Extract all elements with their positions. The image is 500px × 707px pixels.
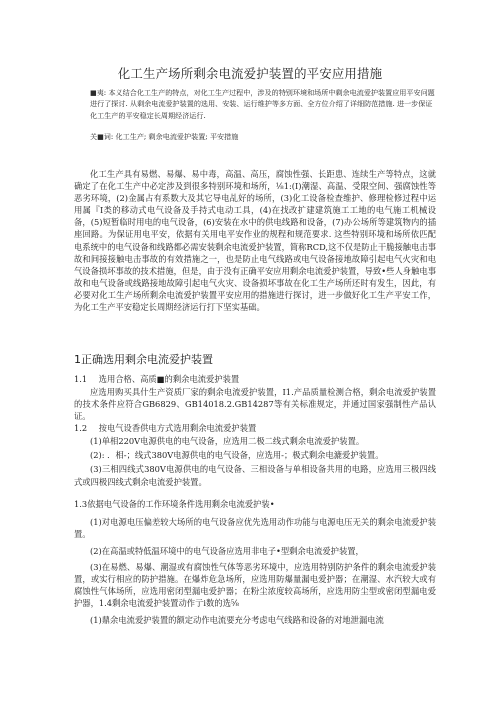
list-item: (2): ．相-；线式380V电源供电的电气设备，应选用-；极式剩余电漉爱护装置。 — [90, 450, 384, 461]
list-item: (2)在高温或特低温环境中的电气设备应选用非电子•型剩余电流爱护装置， — [90, 545, 364, 556]
intro-paragraph: 化工生产具有易燃、易爆、易中毒，高温、高压，腐蚀性强、长距患、连续生产等特点，这就确定了在化工生产中必定涉及到很多特别环境和场所，⅛1:(I)潮湿、高温、受限空间、强腐蚀性等恶劣环境，(2)金属占有系数大及其它导电乩好的场所，(3)化工设备检查维护、修理检修过程中运用属『I类的移动式电气设备及手持式电动工具，(4)在找改扩建建筑施工工地的电气施工机械设备，(5)短暂临时用电的电气设备，(6)安装在水中的供电线路和设备，(7)办公场所等建筑物内的插座回路。为保证用电平安，依据有关用电平安作业的规程和规范要求. 这些特别环境和场所依匹配电系统中的电气设备和线路都必需安装剩余电流爱护装置，简称RCD,这不仅是防止干脆接触电击事故和间接接触电击事故的有效措施之一，也是防止电气线路或电气设备接地故障引起电气火灾和电气设备损坏事故的技术措施，但是，由于没有正确平安应用剩余电流爱护装置，导致•些人身触电事故和电气设备或线路接地故障引起电气火灾、设备损坏事故在化工生产场所还时有发生，因此，有必要对化工生产场所剩余电流爱护装置平安应用的措施进行探讨，进一步做好化工生产平安工作，为化工生产平安稳定长周期经济运行打下坚实基础。 — [74, 169, 436, 313]
subsection-title: 按电气设香供电方式选用剩余电流爱护装置 — [98, 423, 257, 433]
section-heading: 1正确选用剩余电流爱护装置 — [74, 353, 213, 366]
abstract: ■夷: 本义结合化工生产的特点，对化工生产过程中，涉及的特别环境和场所中剩余电流爱护装置应用平安问题进行了探讨. 从剩余电流爱护装置的选用、安装、运行维护等多方面、全方位介绍了详细防范措施. 进一步保证化工生产的平安稳定长周期经济运行. — [90, 88, 435, 120]
subsection-1-1-body — [74, 386, 436, 423]
list-item: (1)单相220V电源供电的电气设备，应选用二极二线式剩余电流爱护装置。 — [90, 436, 365, 446]
subsection-number: 1.2 — [74, 423, 88, 433]
introduction — [74, 168, 436, 313]
subsection-number: 1.1 — [74, 374, 88, 384]
keywords: 关■词: 化工生产; 剩余电流爱护装置; 平安措施 — [90, 132, 239, 141]
paragraph: 应选用购买具什生产资质厂家的剩余电流爱护装置，I1.产品质量检测合格，剩余电流爱护装置的技术条件应符合GB6829、GB14018.2.GB14287等有关标准规定，并通过国家强制性产品认证。 — [74, 387, 436, 422]
subsection-1-1-heading — [74, 373, 436, 385]
subsection-1-2-body — [74, 435, 436, 488]
list-item: (3)三相四线式380V电源供电的电气设备、三相设备与单相设备共用的电路，应选用三极四线式或四极四线式剩余电流爱护装置。 — [74, 464, 436, 487]
list-item: (3)在易燃、易爆、潮湿或有腐蚀性气体等恶劣环境中，应选用特别防护条件的剩余电流爱护装置，或实行相应的防护措施。在爆炸危急场所，应选用防爆量漏电爱护器；在潮湿、水汽较大或有腐蚀性气体场所，应选用密闭型漏电爱护器；在粉尘浓度较高场所，应选用防尘型或密闭型漏电爱护器，1.4剩余电流爱护装置动作亍ⅰ数的选⅝ — [74, 561, 436, 609]
list-item: (1)对电源电压偏差较大场所的电气设备应优先选用动作功能与电源电压无关的剩余电流爱护装置。 — [74, 517, 436, 540]
paper-title: 化工生产场所剩余电流爱护装置的平安应用措施 — [117, 66, 383, 81]
subsection-title: 选用合格、高质■的剩余电流爱护装置 — [98, 374, 240, 384]
subsection-1-3 — [74, 498, 436, 626]
subsection-heading-line: 1.3依据电气设备的工作环境条件选用剩余电流爱护装• — [74, 499, 275, 509]
subsection-1-2-heading — [74, 422, 436, 434]
list-item: (1)鼎余电流爱护装置的额定动作电流要充分考虑电气线路和设备的对地泄漏电流 — [90, 614, 384, 625]
